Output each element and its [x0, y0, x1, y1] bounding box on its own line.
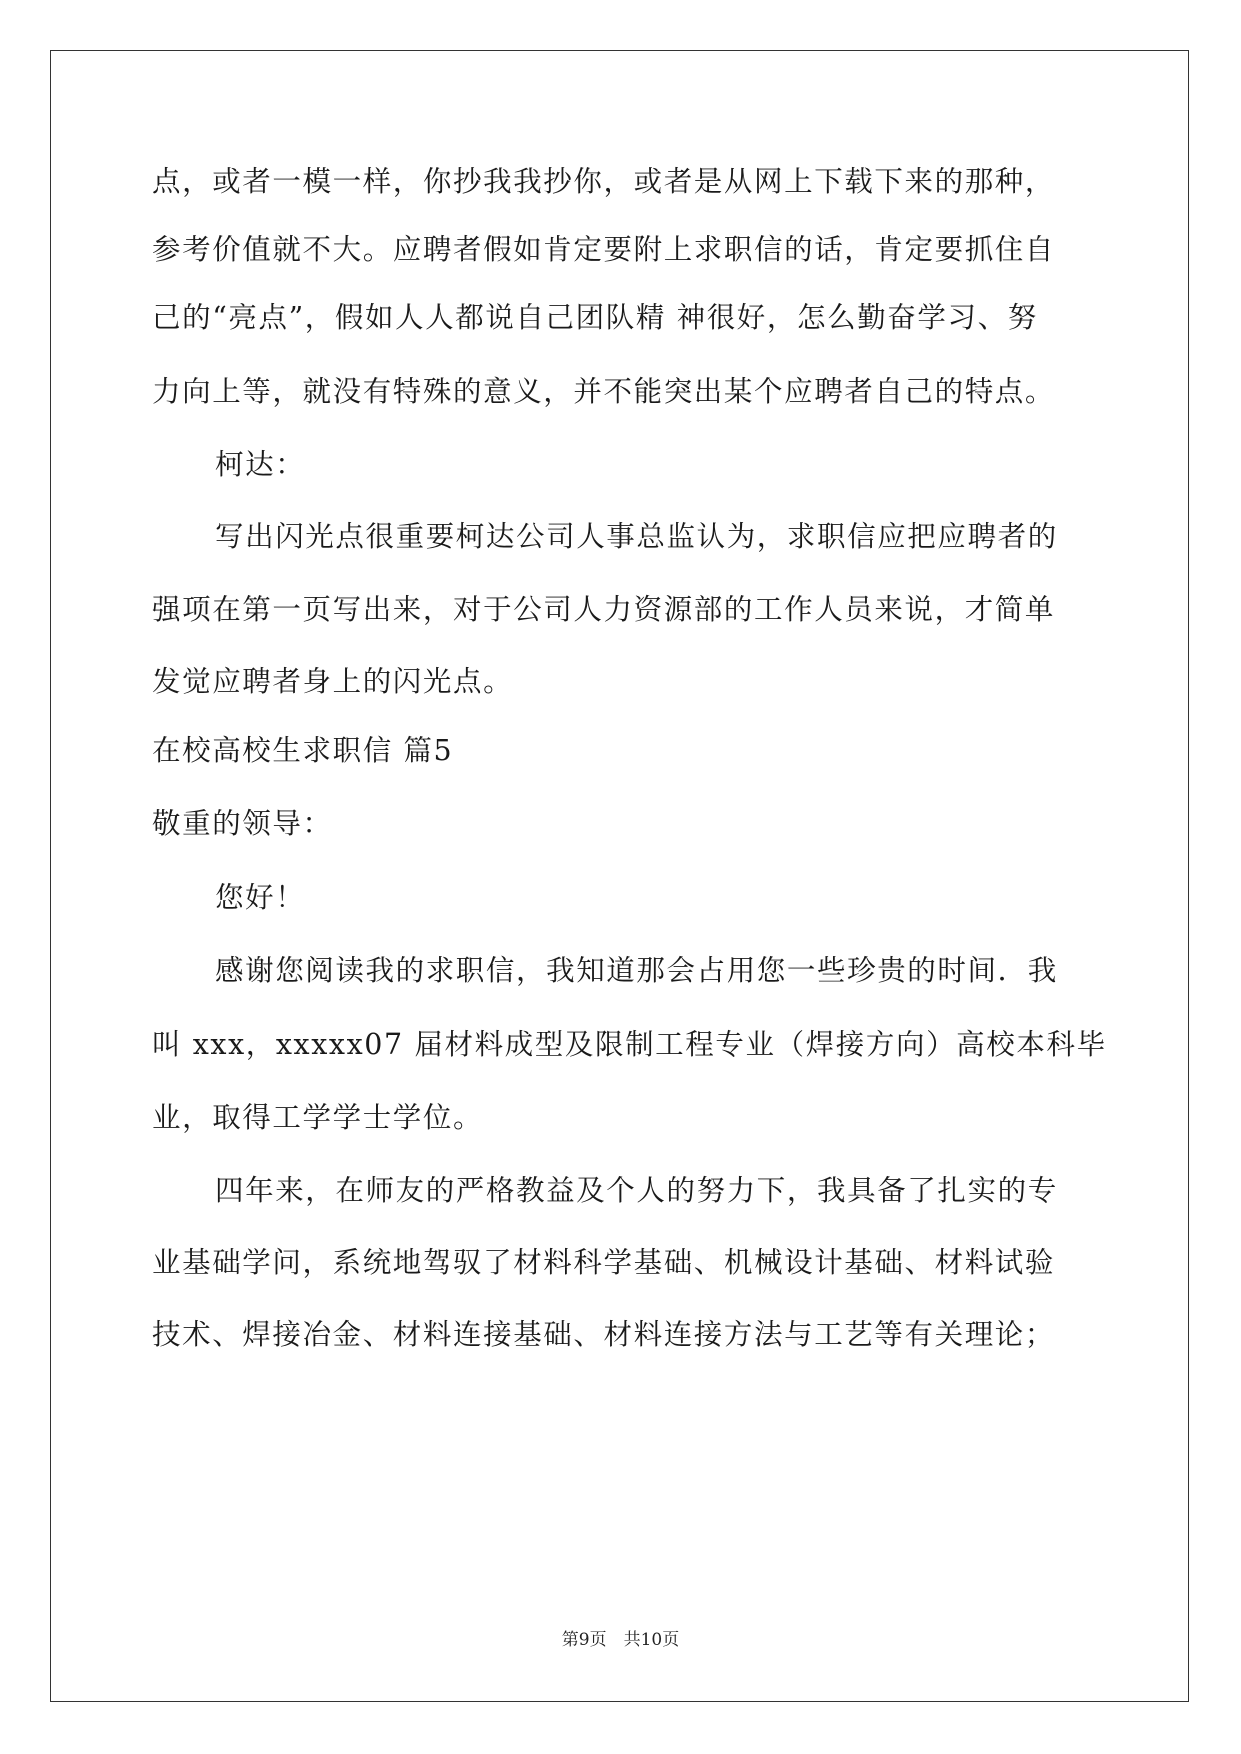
paragraph-line: 技术、焊接冶金、材料连接基础、材料连接方法与工艺等有关理论；	[152, 1318, 1056, 1351]
paragraph-line: 参考价值就不大。应聘者假如肯定要附上求职信的话，肯定要抓住自	[152, 233, 1056, 266]
paragraph-line: 业，取得工学学士学位。	[152, 1101, 484, 1134]
paragraph-line: 强项在第一页写出来，对于公司人力资源部的工作人员来说，才简单	[152, 593, 1056, 626]
section-label: 柯达：	[215, 448, 306, 481]
paragraph-line: 发觉应聘者身上的闪光点。	[152, 665, 514, 698]
paragraph-line: 己的“亮点”，假如人人都说自己团队精 神很好，怎么勤奋学习、努	[152, 301, 1038, 334]
paragraph-line: 四年来，在师友的严格教益及个人的努力下，我具备了扎实的专	[215, 1174, 1058, 1207]
salutation: 敬重的领导：	[152, 807, 333, 840]
paragraph-line: 点，或者一模一样，你抄我我抄你，或者是从网上下载下来的那种，	[152, 165, 1056, 198]
page-border	[50, 50, 1189, 1702]
paragraph-line: 业基础学问，系统地驾驭了材料科学基础、机械设计基础、材料试验	[152, 1246, 1056, 1279]
paragraph-line: 力向上等，就没有特殊的意义，并不能突出某个应聘者自己的特点。	[152, 375, 1056, 408]
paragraph-line: 感谢您阅读我的求职信，我知道那会占用您一些珍贵的时间．我	[215, 954, 1058, 987]
section-heading: 在校高校生求职信 篇5	[152, 734, 454, 767]
greeting: 您好！	[215, 881, 306, 914]
paragraph-line: 写出闪光点很重要柯达公司人事总监认为，求职信应把应聘者的	[215, 520, 1058, 553]
paragraph-line: 叫 xxx，xxxxx07 届材料成型及限制工程专业（焊接方向）高校本科毕	[152, 1028, 1107, 1061]
page-number-footer: 第9页 共10页	[561, 1630, 680, 1650]
